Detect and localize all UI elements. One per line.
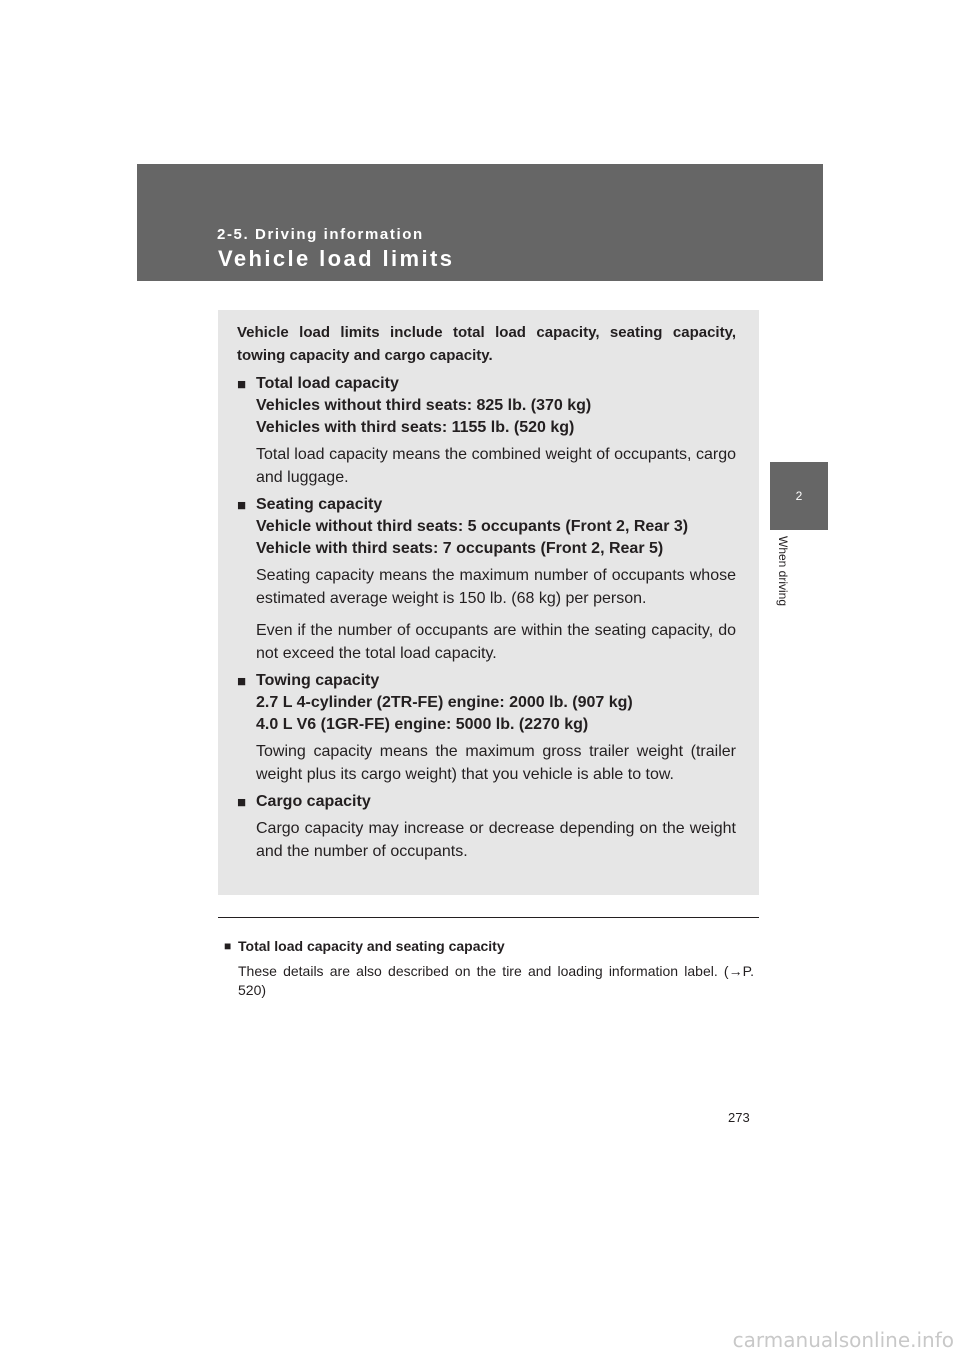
item-heading: Total load capacity (256, 375, 399, 392)
item-towing (237, 670, 736, 786)
page-number: 273 (728, 1110, 750, 1125)
item-seating (237, 494, 736, 665)
info-box (218, 310, 759, 895)
header-band (137, 164, 823, 281)
section-label: 2-5. Driving information (217, 226, 424, 243)
item-heading: Vehicle with third seats: 7 occupants (Front 2, Rear 5) (256, 540, 664, 557)
item-heading: Vehicles with third seats: 1155 lb. (520 kg) (256, 419, 575, 436)
item-total-load (237, 373, 736, 489)
intro-text: Vehicle load limits include total load capacity, seating capacity, towing capacity and cargo capacity. (237, 324, 736, 364)
chapter-tab[interactable] (770, 462, 828, 530)
page-title: Vehicle load limits (218, 246, 455, 271)
item-body: Even if the number of occupants are within the seating capacity, do not exceed the total load capacity. (256, 622, 736, 662)
square-bullet-icon: ■ (237, 673, 247, 690)
item-cargo (237, 791, 736, 863)
item-heading: Seating capacity (256, 496, 383, 513)
square-bullet-icon: ■ (237, 376, 247, 393)
item-heading: Cargo capacity (256, 793, 371, 810)
item-heading: 4.0 L V6 (1GR-FE) engine: 5000 lb. (2270 kg) (256, 716, 589, 733)
item-body: Towing capacity means the maximum gross trailer weight (trailer weight plus its cargo weight) that you vehicle is able to tow. (256, 743, 736, 783)
item-body: Seating capacity means the maximum number of occupants whose estimated average weight is 150 lb. (68 kg) per person. (256, 567, 736, 607)
item-heading: Towing capacity (256, 672, 380, 689)
square-bullet-icon: ■ (237, 497, 247, 514)
item-heading: 2.7 L 4-cylinder (2TR-FE) engine: 2000 lb. (907 kg) (256, 694, 633, 711)
item-heading: Vehicle without third seats: 5 occupants (Front 2, Rear 3) (256, 518, 689, 535)
note-body: These details are also described on the tire and loading information label. (→P. 520) (238, 963, 754, 998)
watermark: carmanualsonline.info (732, 1328, 954, 1352)
square-bullet-icon: ■ (237, 794, 247, 811)
item-body: Cargo capacity may increase or decrease depending on the weight and the number of occupants. (256, 820, 736, 860)
section-divider (218, 917, 759, 918)
square-bullet-icon: ■ (224, 939, 232, 953)
item-body: Total load capacity means the combined weight of occupants, cargo and luggage. (256, 446, 736, 486)
note-section (224, 937, 754, 1000)
chapter-number: 2 (795, 489, 803, 503)
item-heading: Vehicles without third seats: 825 lb. (370 kg) (256, 397, 592, 414)
note-heading-text: Total load capacity and seating capacity (238, 938, 505, 954)
chapter-caption: When driving (776, 536, 790, 607)
note-heading (224, 937, 754, 955)
